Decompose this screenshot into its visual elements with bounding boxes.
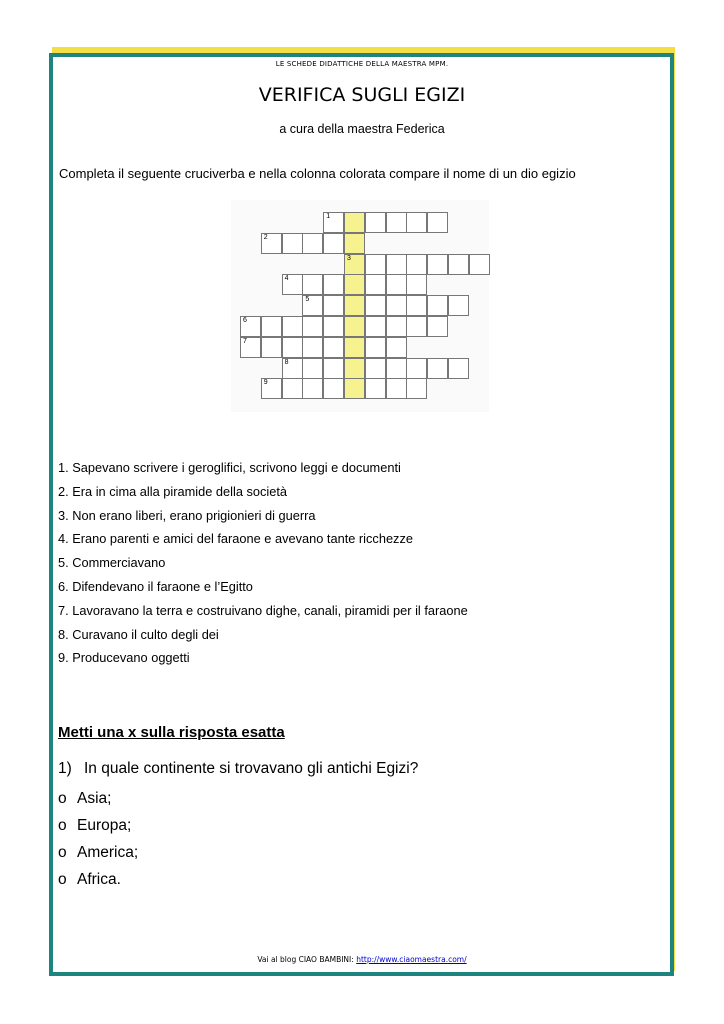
clue-item: 7. Lavoravano la terra e costruivano dighe, canali, piramidi per il faraone <box>58 602 468 618</box>
crossword-cell[interactable] <box>448 358 469 379</box>
option-asia[interactable] <box>58 785 138 812</box>
crossword-cell[interactable] <box>365 254 386 275</box>
crossword-cell[interactable] <box>302 316 323 337</box>
crossword-cell[interactable] <box>365 316 386 337</box>
crossword-cell[interactable] <box>365 212 386 233</box>
crossword-cell[interactable] <box>365 295 386 316</box>
crossword-cell[interactable] <box>406 295 427 316</box>
option-europa[interactable] <box>58 812 138 839</box>
option-label: America; <box>77 844 139 861</box>
crossword-cell[interactable] <box>323 337 344 358</box>
option-label: Africa. <box>77 871 121 888</box>
crossword-cell[interactable] <box>323 378 344 399</box>
crossword-cell[interactable] <box>427 254 448 275</box>
crossword-highlight-cell[interactable] <box>344 378 365 399</box>
crossword-highlight-cell[interactable] <box>344 358 365 379</box>
page-subtitle: a cura della maestra Federica <box>279 122 445 136</box>
footer <box>0 955 724 964</box>
crossword-cell[interactable] <box>323 212 344 233</box>
answer-options <box>58 785 138 893</box>
crossword-clue-number: 1 <box>326 213 331 220</box>
crossword-cell[interactable] <box>427 358 448 379</box>
crossword-cell[interactable] <box>261 337 282 358</box>
crossword-cell[interactable] <box>386 358 407 379</box>
footer-link[interactable]: http://www.ciaomaestra.com/ <box>356 955 467 964</box>
crossword-cell[interactable] <box>323 316 344 337</box>
crossword-cell[interactable] <box>448 295 469 316</box>
crossword-cell[interactable] <box>386 337 407 358</box>
crossword-clue-number: 2 <box>263 233 268 241</box>
option-bullet: o <box>58 817 67 834</box>
crossword-cell[interactable] <box>302 337 323 358</box>
option-bullet: o <box>58 790 67 807</box>
crossword-cell[interactable] <box>302 274 323 295</box>
crossword-highlight-cell[interactable] <box>344 254 365 275</box>
option-america[interactable] <box>58 839 138 866</box>
page-title: VERIFICA SUGLI EGIZI <box>258 84 466 106</box>
crossword-clue-number: 5 <box>305 296 310 304</box>
crossword-cell[interactable] <box>302 233 323 254</box>
crossword-cell[interactable] <box>427 295 448 316</box>
crossword-cell[interactable] <box>282 316 303 337</box>
crossword-cell[interactable] <box>386 212 407 233</box>
crossword-cell[interactable] <box>282 233 303 254</box>
crossword-cell[interactable] <box>261 316 282 337</box>
crossword-cell[interactable] <box>406 254 427 275</box>
option-label: Asia; <box>77 790 112 807</box>
crossword-cell[interactable] <box>282 274 303 295</box>
option-bullet: o <box>58 871 67 888</box>
crossword-grid <box>231 200 489 412</box>
crossword-instruction: Completa il seguente cruciverba e nella colonna colorata compare il nome di un dio egizio <box>59 166 576 181</box>
crossword-cell[interactable] <box>282 378 303 399</box>
option-africa[interactable] <box>58 866 138 893</box>
crossword-cell[interactable] <box>406 378 427 399</box>
crossword-cell[interactable] <box>323 358 344 379</box>
crossword-cell[interactable] <box>261 233 282 254</box>
clue-item: 4. Erano parenti e amici del faraone e avevano tante ricchezze <box>58 531 413 547</box>
crossword-cell[interactable] <box>406 274 427 295</box>
clue-item: 8. Curavano il culto degli dei <box>58 626 219 642</box>
crossword-cell[interactable] <box>302 358 323 379</box>
clue-item: 9. Producevano oggetti <box>58 650 190 666</box>
crossword-clue-number: 8 <box>284 358 289 366</box>
crossword-cell[interactable] <box>386 316 407 337</box>
crossword-cell[interactable] <box>323 295 344 316</box>
crossword-clue-number: 9 <box>263 379 268 387</box>
crossword-highlight-cell[interactable] <box>344 316 365 337</box>
crossword-clue-number: 3 <box>347 254 351 262</box>
crossword-cell[interactable] <box>302 378 323 399</box>
quiz-question <box>58 760 418 778</box>
question-text: In quale continente si trovavano gli antichi Egizi? <box>84 760 419 777</box>
crossword-cell[interactable] <box>386 378 407 399</box>
crossword-cell[interactable] <box>427 316 448 337</box>
crossword-cell[interactable] <box>323 274 344 295</box>
crossword-cell[interactable] <box>240 316 261 337</box>
crossword-clue-number: 6 <box>243 317 247 324</box>
crossword-highlight-cell[interactable] <box>344 212 365 233</box>
crossword-cell[interactable] <box>365 274 386 295</box>
clue-item: 6. Difendevano il faraone e l’Egitto <box>58 578 253 594</box>
crossword-cell[interactable] <box>406 358 427 379</box>
quiz-section-title: Metti una x sulla risposta esatta <box>58 724 285 741</box>
crossword-cell[interactable] <box>427 212 448 233</box>
clue-item: 2. Era in cima alla piramide della società <box>58 483 288 499</box>
crossword-cell[interactable] <box>448 254 469 275</box>
crossword-cell[interactable] <box>365 358 386 379</box>
crossword-highlight-cell[interactable] <box>344 295 365 316</box>
clue-item: 3. Non erano liberi, erano prigionieri di guerra <box>58 507 316 523</box>
crossword-highlight-cell[interactable] <box>344 274 365 295</box>
crossword-highlight-cell[interactable] <box>344 233 365 254</box>
crossword-highlight-cell[interactable] <box>344 337 365 358</box>
clue-item: 1. Sapevano scrivere i geroglifici, scrivono leggi e documenti <box>58 460 401 475</box>
option-label: Europa; <box>77 817 132 834</box>
crossword-cell[interactable] <box>302 295 323 316</box>
crossword-cell[interactable] <box>323 233 344 254</box>
crossword-cell[interactable] <box>469 254 490 275</box>
crossword-clue-number: 4 <box>284 275 289 283</box>
crossword-cell[interactable] <box>282 337 303 358</box>
crossword-cell[interactable] <box>365 337 386 358</box>
crossword-cell[interactable] <box>386 295 407 316</box>
option-bullet: o <box>58 844 67 861</box>
crossword-cell[interactable] <box>386 254 407 275</box>
question-number: 1) <box>58 760 72 777</box>
clue-item: 5. Commerciavano <box>58 555 166 571</box>
crossword-cell[interactable] <box>282 358 303 379</box>
crossword-cell[interactable] <box>406 212 427 233</box>
crossword-clue-number: 7 <box>243 337 247 345</box>
crossword-cell[interactable] <box>386 274 407 295</box>
header-note: LE SCHEDE DIDATTICHE DELLA MAESTRA MPM. <box>275 60 449 68</box>
crossword-cell[interactable] <box>240 337 261 358</box>
crossword-cell[interactable] <box>365 378 386 399</box>
footer-text: Vai al blog CIAO BAMBINI: <box>257 955 354 964</box>
clue-list <box>58 456 468 670</box>
crossword-cell[interactable] <box>261 378 282 399</box>
crossword-cell[interactable] <box>406 316 427 337</box>
